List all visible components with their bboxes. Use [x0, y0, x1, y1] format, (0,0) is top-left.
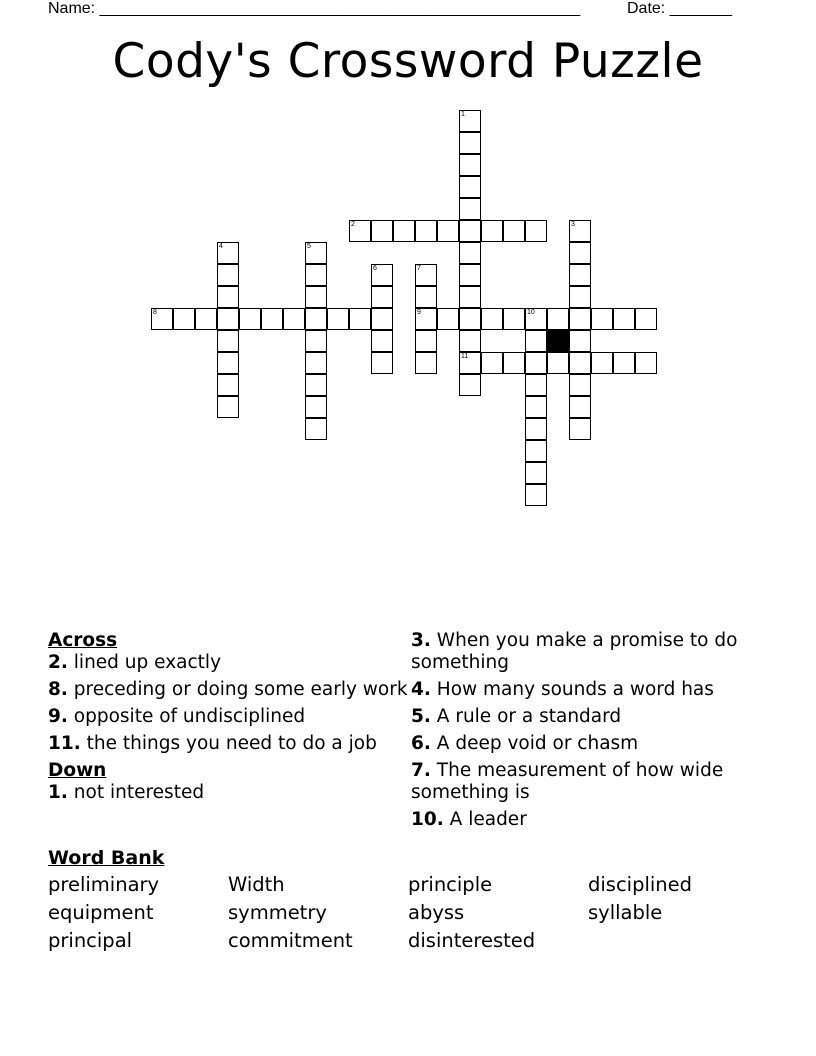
grid-cell[interactable]: [525, 330, 547, 352]
grid-cell[interactable]: [459, 220, 481, 242]
grid-cell[interactable]: [239, 308, 261, 330]
grid-block: [547, 330, 569, 352]
grid-cell[interactable]: [591, 352, 613, 374]
clue-across-8: 8. preceding or doing some early work: [48, 679, 408, 700]
grid-cell[interactable]: [371, 330, 393, 352]
grid-cell[interactable]: [569, 264, 591, 286]
grid-cell[interactable]: [569, 352, 591, 374]
grid-cell[interactable]: [371, 286, 393, 308]
word-bank-item: principle: [408, 873, 493, 896]
grid-cell[interactable]: [217, 242, 239, 264]
cell-number: 10: [527, 309, 535, 316]
grid-cell[interactable]: [459, 286, 481, 308]
grid-cell[interactable]: [503, 352, 525, 374]
word-bank-item: Width: [228, 873, 285, 896]
grid-cell[interactable]: [481, 308, 503, 330]
grid-cell[interactable]: [327, 308, 349, 330]
grid-cell[interactable]: [569, 286, 591, 308]
grid-cell[interactable]: [415, 264, 437, 286]
grid-cell[interactable]: [569, 374, 591, 396]
clue-across-11: 11. the things you need to do a job: [48, 733, 377, 754]
grid-cell[interactable]: [569, 396, 591, 418]
grid-cell[interactable]: [525, 418, 547, 440]
word-bank-item: syllable: [588, 901, 663, 924]
down-heading: Down: [48, 760, 107, 781]
grid-cell[interactable]: [569, 418, 591, 440]
word-bank: [48, 874, 768, 952]
grid-cell[interactable]: [591, 308, 613, 330]
grid-cell[interactable]: [415, 352, 437, 374]
grid-cell[interactable]: [305, 286, 327, 308]
grid-cell[interactable]: [437, 220, 459, 242]
grid-cell[interactable]: [547, 308, 569, 330]
clue-down-6: 6. A deep void or chasm: [411, 733, 639, 754]
word-bank-item: abyss: [408, 901, 465, 924]
grid-cell[interactable]: [217, 396, 239, 418]
word-bank-item: principal: [48, 929, 133, 952]
grid-cell[interactable]: [305, 264, 327, 286]
grid-cell[interactable]: [305, 330, 327, 352]
word-bank-title: Word Bank: [48, 847, 165, 869]
grid-cell[interactable]: [305, 242, 327, 264]
across-heading: Across: [48, 630, 118, 651]
grid-cell[interactable]: [305, 308, 327, 330]
grid-cell[interactable]: [635, 352, 657, 374]
grid-cell[interactable]: [371, 220, 393, 242]
cell-number: 2: [351, 221, 355, 228]
puzzle-title: Cody's Crossword Puzzle: [112, 34, 704, 89]
grid-cell[interactable]: [217, 264, 239, 286]
grid-cell[interactable]: [305, 396, 327, 418]
grid-cell[interactable]: [151, 308, 173, 330]
word-bank-item: disciplined: [588, 873, 693, 896]
grid-cell[interactable]: [503, 308, 525, 330]
grid-cell[interactable]: [371, 264, 393, 286]
grid-cell[interactable]: [459, 110, 481, 132]
grid-cell[interactable]: [459, 330, 481, 352]
grid-cell[interactable]: [481, 352, 503, 374]
cell-number: 3: [571, 221, 575, 228]
grid-cell[interactable]: [547, 352, 569, 374]
grid-cell[interactable]: [459, 242, 481, 264]
clue-down-3: 3. When you make a promise to do something: [411, 630, 738, 673]
grid-cell[interactable]: [481, 220, 503, 242]
grid-cell[interactable]: [217, 308, 239, 330]
grid-cell[interactable]: [261, 308, 283, 330]
cell-number: 7: [417, 265, 421, 272]
grid-cell[interactable]: [459, 308, 481, 330]
clue-down-1: 1. not interested: [48, 782, 205, 803]
grid-cell[interactable]: [525, 440, 547, 462]
word-bank-item: disinterested: [408, 929, 536, 952]
cell-number: 6: [373, 265, 377, 272]
grid-cell[interactable]: [525, 484, 547, 506]
grid-cell[interactable]: [305, 418, 327, 440]
grid-cell[interactable]: [569, 330, 591, 352]
grid-cell[interactable]: [217, 374, 239, 396]
grid-cell[interactable]: [349, 308, 371, 330]
clues-left-column: [48, 630, 408, 809]
grid-cell[interactable]: [371, 352, 393, 374]
word-bank-item: equipment: [48, 901, 154, 924]
grid-cell[interactable]: [459, 264, 481, 286]
date-field-label: Date: _______: [627, 0, 732, 17]
cell-number: 11: [461, 353, 469, 360]
grid-cell[interactable]: [305, 374, 327, 396]
grid-cell[interactable]: [459, 132, 481, 154]
word-bank-item: preliminary: [48, 873, 160, 896]
clue-down-10: 10. A leader: [411, 809, 527, 830]
grid-cell[interactable]: [195, 308, 217, 330]
grid-cell[interactable]: [569, 308, 591, 330]
grid-cell[interactable]: [437, 308, 459, 330]
grid-cell[interactable]: [415, 308, 437, 330]
grid-cell[interactable]: [525, 374, 547, 396]
grid-cell[interactable]: [525, 462, 547, 484]
cell-number: 9: [417, 309, 421, 316]
grid-cell[interactable]: [415, 220, 437, 242]
grid-cell[interactable]: [217, 352, 239, 374]
grid-cell[interactable]: [173, 308, 195, 330]
cell-number: 1: [461, 111, 465, 118]
clue-down-4: 4. How many sounds a word has: [411, 679, 714, 700]
grid-cell[interactable]: [349, 220, 371, 242]
grid-cell[interactable]: [459, 374, 481, 396]
clue-across-2: 2. lined up exactly: [48, 652, 222, 673]
clue-across-9: 9. opposite of undisciplined: [48, 706, 306, 727]
grid-cell[interactable]: [525, 220, 547, 242]
grid-cell[interactable]: [613, 308, 635, 330]
grid-cell[interactable]: [525, 308, 547, 330]
grid-cell[interactable]: [459, 154, 481, 176]
grid-cell[interactable]: [635, 308, 657, 330]
grid-cell[interactable]: [613, 352, 635, 374]
grid-cell[interactable]: [415, 286, 437, 308]
cell-number: 4: [219, 243, 223, 250]
word-bank-item: commitment: [228, 929, 353, 952]
grid-cell[interactable]: [217, 330, 239, 352]
grid-cell[interactable]: [525, 352, 547, 374]
word-bank-item: symmetry: [228, 901, 327, 924]
grid-cell[interactable]: [569, 220, 591, 242]
grid-cell[interactable]: [459, 352, 481, 374]
clue-down-5: 5. A rule or a standard: [411, 706, 622, 727]
grid-cell[interactable]: [371, 308, 393, 330]
grid-cell[interactable]: [459, 176, 481, 198]
grid-cell[interactable]: [393, 220, 415, 242]
name-field-label: Name: ______________________________________________________: [48, 0, 581, 17]
grid-cell[interactable]: [569, 242, 591, 264]
clue-down-7: 7. The measurement of how wide something is: [411, 760, 724, 803]
grid-cell[interactable]: [459, 198, 481, 220]
cell-number: 5: [307, 243, 311, 250]
grid-cell[interactable]: [283, 308, 305, 330]
grid-cell[interactable]: [415, 330, 437, 352]
grid-cell[interactable]: [503, 220, 525, 242]
cell-number: 8: [153, 309, 157, 316]
grid-cell[interactable]: [305, 352, 327, 374]
grid-cell[interactable]: [217, 286, 239, 308]
clues-right-column: [411, 630, 771, 836]
grid-cell[interactable]: [525, 396, 547, 418]
